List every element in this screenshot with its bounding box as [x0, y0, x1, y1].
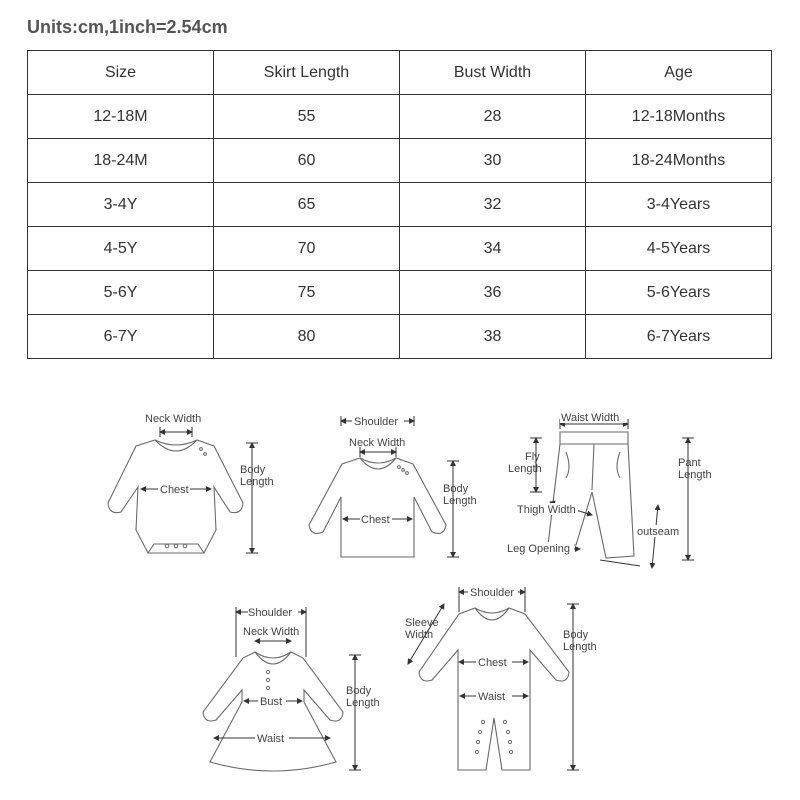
header-age: Age — [586, 51, 772, 95]
cell-age: 6-7Years — [586, 315, 772, 359]
cell-bust-width: 32 — [400, 183, 586, 227]
cell-bust-width: 28 — [400, 95, 586, 139]
dress-shoulder-label: Shoulder — [248, 607, 293, 619]
cell-skirt-length: 55 — [214, 95, 400, 139]
cell-age: 4-5Years — [586, 227, 772, 271]
romper-sleeve-width-label: Width — [405, 629, 434, 641]
romper-waist-label: Waist — [478, 691, 506, 703]
dress-waist-label: Waist — [257, 733, 285, 745]
romper-chest-label: Chest — [478, 657, 507, 669]
romper-sleeve-label: Sleeve — [405, 617, 439, 629]
units-note: Units:cm,1inch=2.54cm — [27, 17, 228, 37]
top-body-label: Body — [443, 483, 469, 495]
pants-waist-width-label: Waist Width — [561, 412, 620, 424]
cell-age: 18-24Months — [586, 139, 772, 183]
cell-skirt-length: 80 — [214, 315, 400, 359]
cell-bust-width: 38 — [400, 315, 586, 359]
romper-body-label: Body — [563, 629, 589, 641]
bodysuit-chest-label: Chest — [160, 484, 189, 496]
romper-shoulder-label: Shoulder — [470, 587, 515, 599]
dress-neck-width-label: Neck Width — [243, 626, 300, 638]
bodysuit-length-label: Length — [240, 476, 274, 488]
pants-fly-label: Fly — [525, 451, 540, 463]
cell-skirt-length: 70 — [214, 227, 400, 271]
cell-age: 5-6Years — [586, 271, 772, 315]
pants-leg-opening-label: Leg Opening — [507, 543, 570, 555]
pants-fly-length-label: Length — [508, 463, 542, 475]
romper-length-label: Length — [563, 641, 597, 653]
pants-thigh-width-label: Thigh Width — [517, 504, 576, 516]
top-neck-width-label: Neck Width — [349, 437, 406, 449]
bodysuit-neck-width-label: Neck Width — [145, 413, 202, 425]
cell-size: 12-18M — [28, 95, 214, 139]
cell-size: 4-5Y — [28, 227, 214, 271]
top-shoulder-label: Shoulder — [354, 416, 399, 428]
cell-size: 18-24M — [28, 139, 214, 183]
cell-skirt-length: 65 — [214, 183, 400, 227]
pants-pant-label: Pant — [678, 457, 701, 469]
header-size: Size — [28, 51, 214, 95]
bodysuit-body-label: Body — [240, 464, 266, 476]
cell-age: 12-18Months — [586, 95, 772, 139]
cell-bust-width: 36 — [400, 271, 586, 315]
cell-size: 6-7Y — [28, 315, 214, 359]
top-chest-label: Chest — [361, 514, 390, 526]
cell-bust-width: 34 — [400, 227, 586, 271]
cell-skirt-length: 75 — [214, 271, 400, 315]
header-bust-width: Bust Width — [400, 51, 586, 95]
cell-skirt-length: 60 — [214, 139, 400, 183]
dress-bust-label: Bust — [260, 696, 283, 708]
dress-body-label: Body — [346, 685, 372, 697]
pants-pant-length-label: Length — [678, 469, 712, 481]
dress-length-label: Length — [346, 697, 380, 709]
cell-size: 5-6Y — [28, 271, 214, 315]
top-length-label: Length — [443, 495, 477, 507]
cell-size: 3-4Y — [28, 183, 214, 227]
pants-outseam-label: outseam — [637, 526, 680, 538]
cell-bust-width: 30 — [400, 139, 586, 183]
cell-age: 3-4Years — [586, 183, 772, 227]
header-skirt-length: Skirt Length — [214, 51, 400, 95]
